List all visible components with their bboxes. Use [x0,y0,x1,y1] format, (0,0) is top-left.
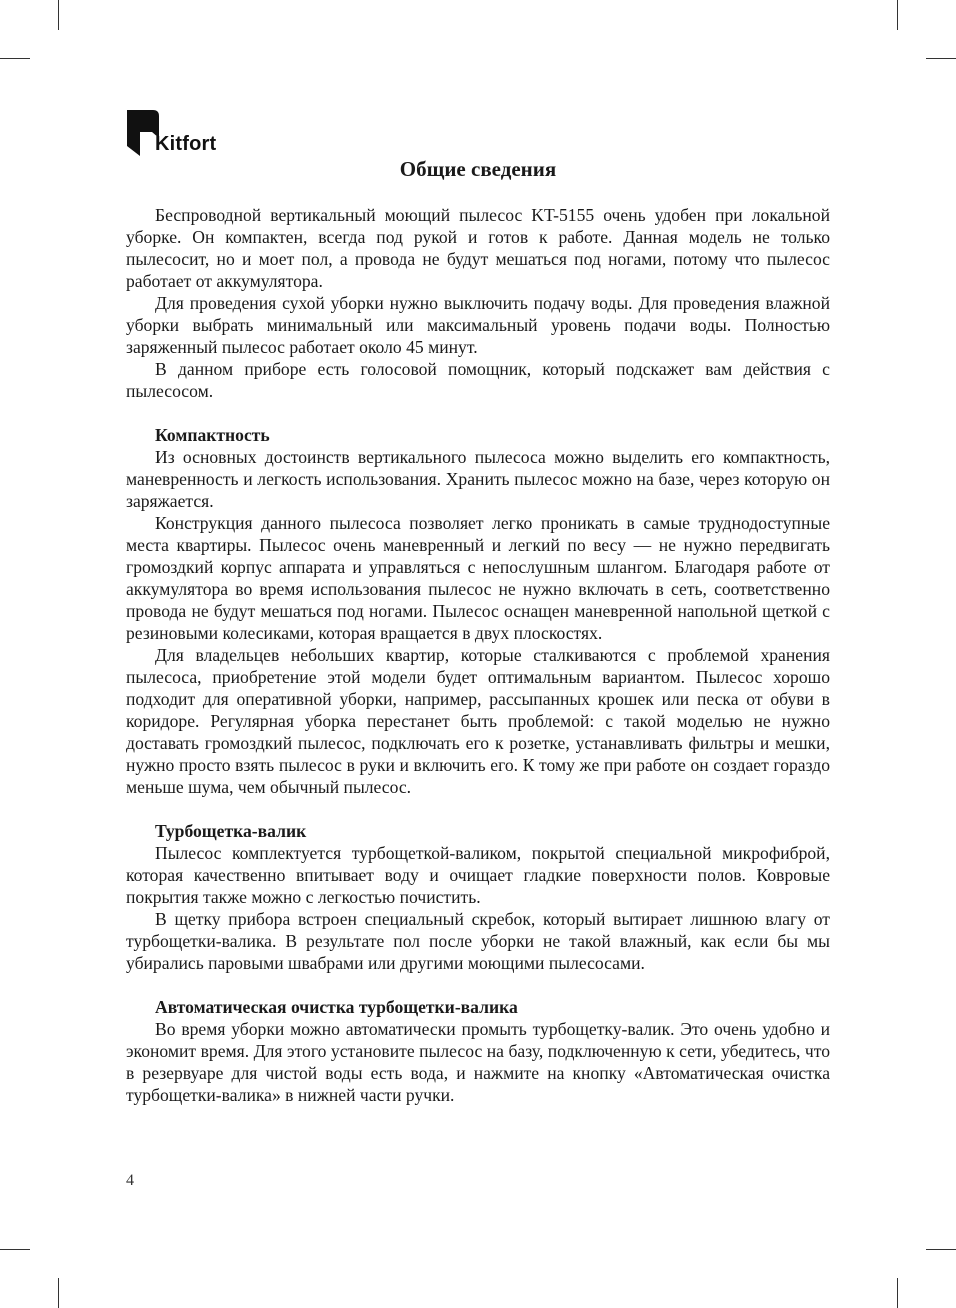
crop-mark-top-left-horizontal [0,58,30,59]
crop-mark-bottom-right-vertical [897,1278,898,1308]
crop-mark-top-right-horizontal [926,58,956,59]
section-heading-auto-cleaning: Автоматическая очистка турбощетки-валика [155,997,518,1017]
intro-paragraph: Беспроводной вертикальный моющий пылесос KT-5155 очень удобен при локальной уборке. Он компактен, всегда под рукой и готов к работе. Данная модель не только пылесосит, но и моет пол, а провода не будут мешаться под ногами, потому что пылесос работает от аккумулятора. [126,205,830,291]
section-heading-compactness: Компактность [155,425,270,445]
crop-mark-bottom-left-horizontal [0,1249,30,1250]
crop-mark-bottom-left-vertical [58,1278,59,1308]
page-title: Общие сведения [399,157,557,181]
section-paragraph: Из основных достоинств вертикального пылесоса можно выделить его компактность, маневренность и легкость использования. Хранить пылесос можно на базе, через которую он заряжается. [126,447,830,511]
section-heading-turbo-brush: Турбощетка-валик [155,821,307,841]
section-paragraph: Конструкция данного пылесоса позволяет легко проникать в самые труднодоступные места квартиры. Пылесос очень маневренный и легкий по весу — не нужно передвигать громоздкий корпус аппарата и управляться с непослушным шлангом. Благодаря работе от аккумулятора во время использования пылесос не нужно включать в сеть, соответственно провода не будут мешаться под ногами. Пылесос оснащен маневренной напольной щеткой с резиновыми колесиками, которая вращается в двух плоскостях. [126,513,830,643]
section-paragraph: Для владельцев небольших квартир, которые сталкиваются с проблемой хранения пылесоса, приобретение этой модели будет оптимальным вариантом. Пылесос хорошо подходит для оперативной уборки, например, рассыпанных крошек или песка от обуви в коридоре. Регулярная уборка перестанет быть проблемой: с такой моделью не нужно доставать громоздкий пылесос, подключать его к розетке, устанавливать фильтры и мешки, нужно просто взять пылесос в руки и включить его. К тому же при работе он создает гораздо меньше шума, чем обычный пылесос. [126,645,830,797]
crop-mark-bottom-right-horizontal [926,1249,956,1250]
intro-paragraph: Для проведения сухой уборки нужно выключить подачу воды. Для проведения влажной уборки выбрать минимальный или максимальный уровень подачи воды. Полностью заряженный пылесос работает около 45 минут. [126,293,830,357]
crop-mark-top-left-vertical [58,0,59,30]
page-number: 4 [126,1172,134,1189]
document-body [126,204,830,1106]
section-paragraph: Пылесос комплектуется турбощеткой-валиком, покрытой специальной микрофиброй, которая качественно впитывает воду и очищает гладкие поверхности полов. Ковровые покрытия также можно с легкостью почистить. [126,843,830,907]
brand-logo [126,110,236,158]
intro-paragraph: В данном приборе есть голосовой помощник, который подскажет вам действия с пылесосом. [126,359,830,401]
brand-name: Kitfort [155,133,217,155]
crop-mark-top-right-vertical [897,0,898,30]
section-paragraph: В щетку прибора встроен специальный скребок, который вытирает лишнюю влагу от турбощетки-валика. В результате пол после уборки не такой влажный, как если бы мы убирались паровыми швабрами или другими моющими пылесосами. [126,909,830,973]
section-paragraph: Во время уборки можно автоматически промыть турбощетку-валик. Это очень удобно и экономит время. Для этого установите пылесос на базу, подключенную к сети, убедитесь, что в резервуаре для чистой воды есть вода, и нажмите на кнопку «Автоматическая очистка турбощетки-валика» в нижней части ручки. [126,1019,830,1105]
